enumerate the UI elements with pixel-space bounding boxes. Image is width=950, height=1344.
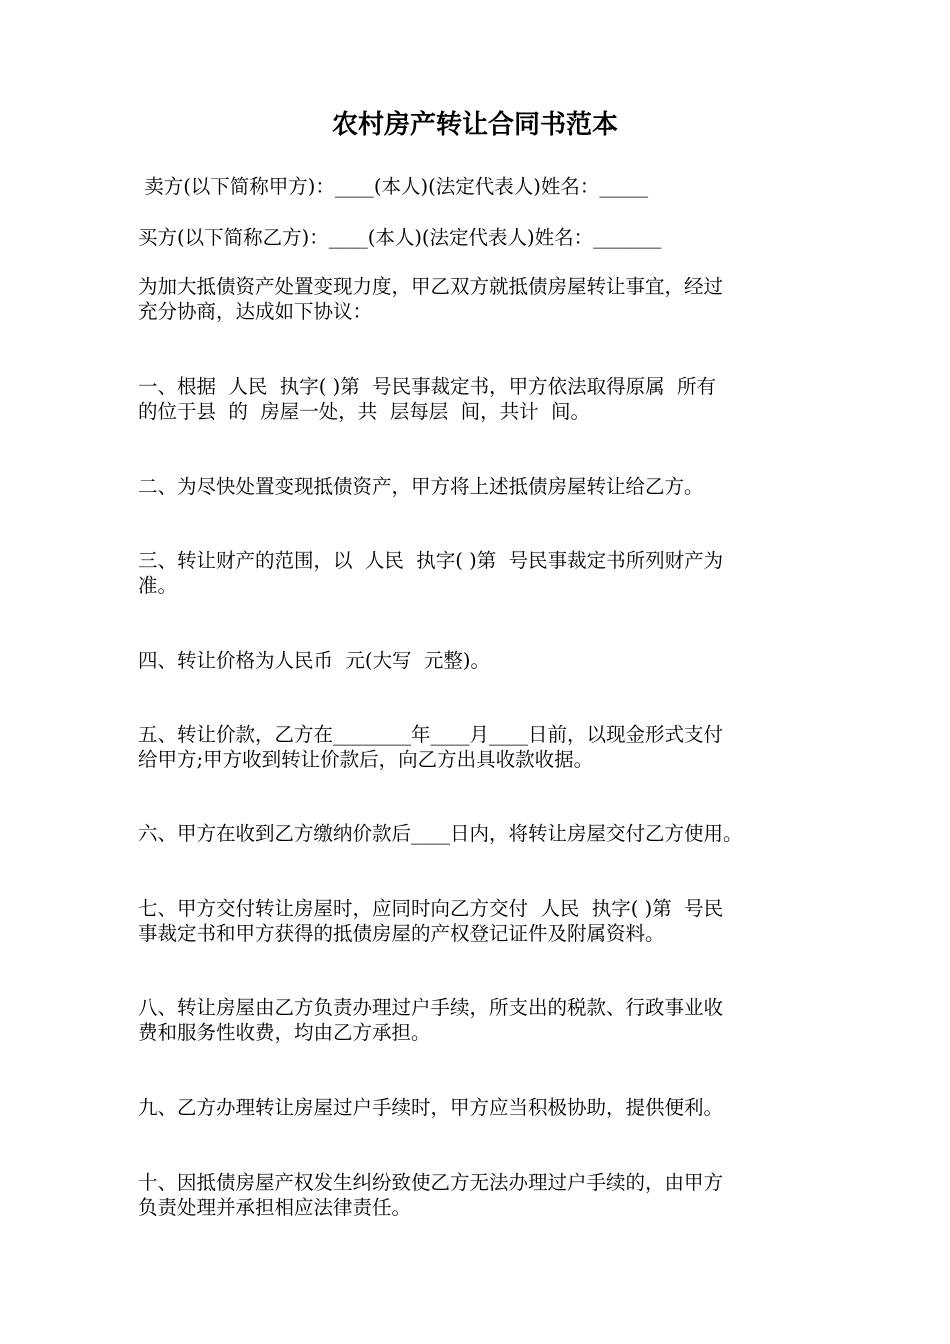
clause-8-line-1: 八、转让房屋由乙方负责办理过户手续，所支出的税款、行政事业收 [138, 996, 724, 1019]
clause-5-line-1: 五、转让价款，乙方在________年____月____日前，以现金形式支付 [138, 723, 724, 746]
clause-10-line-2: 负责处理并承担相应法律责任。 [138, 1196, 412, 1219]
clause-1-line-1: 一、根据 人民 执字( )第 号民事裁定书，甲方依法取得原属 所有 [138, 375, 717, 398]
clause-7-line-2: 事裁定书和甲方获得的抵债房屋的产权登记证件及附属资料。 [138, 922, 665, 945]
clause-9-line-1: 九、乙方办理转让房屋过户手续时，甲方应当积极协助，提供便利。 [138, 1096, 724, 1119]
clause-3-line-2: 准。 [138, 574, 178, 597]
intro-line-2: 充分协商，达成如下协议： [138, 300, 373, 323]
intro-line-1: 为加大抵债资产处置变现力度，甲乙双方就抵债房屋转让事宜，经过 [138, 275, 724, 298]
buyer-line: 买方(以下简称乙方)：____(本人)(法定代表人)姓名：_______ [138, 226, 662, 249]
clause-2-line-1: 二、为尽快处置变现抵债资产，甲方将上述抵债房屋转让给乙方。 [138, 475, 704, 498]
clause-10-line-1: 十、因抵债房屋产权发生纠纷致使乙方无法办理过户手续的，由甲方 [138, 1171, 724, 1194]
clause-7-line-1: 七、甲方交付转让房屋时，应同时向乙方交付 人民 执字( )第 号民 [138, 897, 724, 920]
clause-6-line-1: 六、甲方在收到乙方缴纳价款后____日内，将转让房屋交付乙方使用。 [138, 822, 743, 845]
seller-line: 卖方(以下简称甲方)：____(本人)(法定代表人)姓名：_____ [138, 175, 649, 198]
clause-3-line-1: 三、转让财产的范围，以 人民 执字( )第 号民事裁定书所列财产为 [138, 549, 724, 572]
clause-8-line-2: 费和服务性收费，均由乙方承担。 [138, 1021, 431, 1044]
document-title: 农村房产转让合同书范本 [331, 110, 618, 140]
clause-1-line-2: 的位于县 的 房屋一处，共 层每层 间，共计 间。 [138, 400, 590, 423]
clause-5-line-2: 给甲方;甲方收到转让价款后，向乙方出具收款收据。 [138, 748, 594, 771]
clause-4-line-1: 四、转让价格为人民币 元(大写 元整)。 [138, 649, 491, 672]
